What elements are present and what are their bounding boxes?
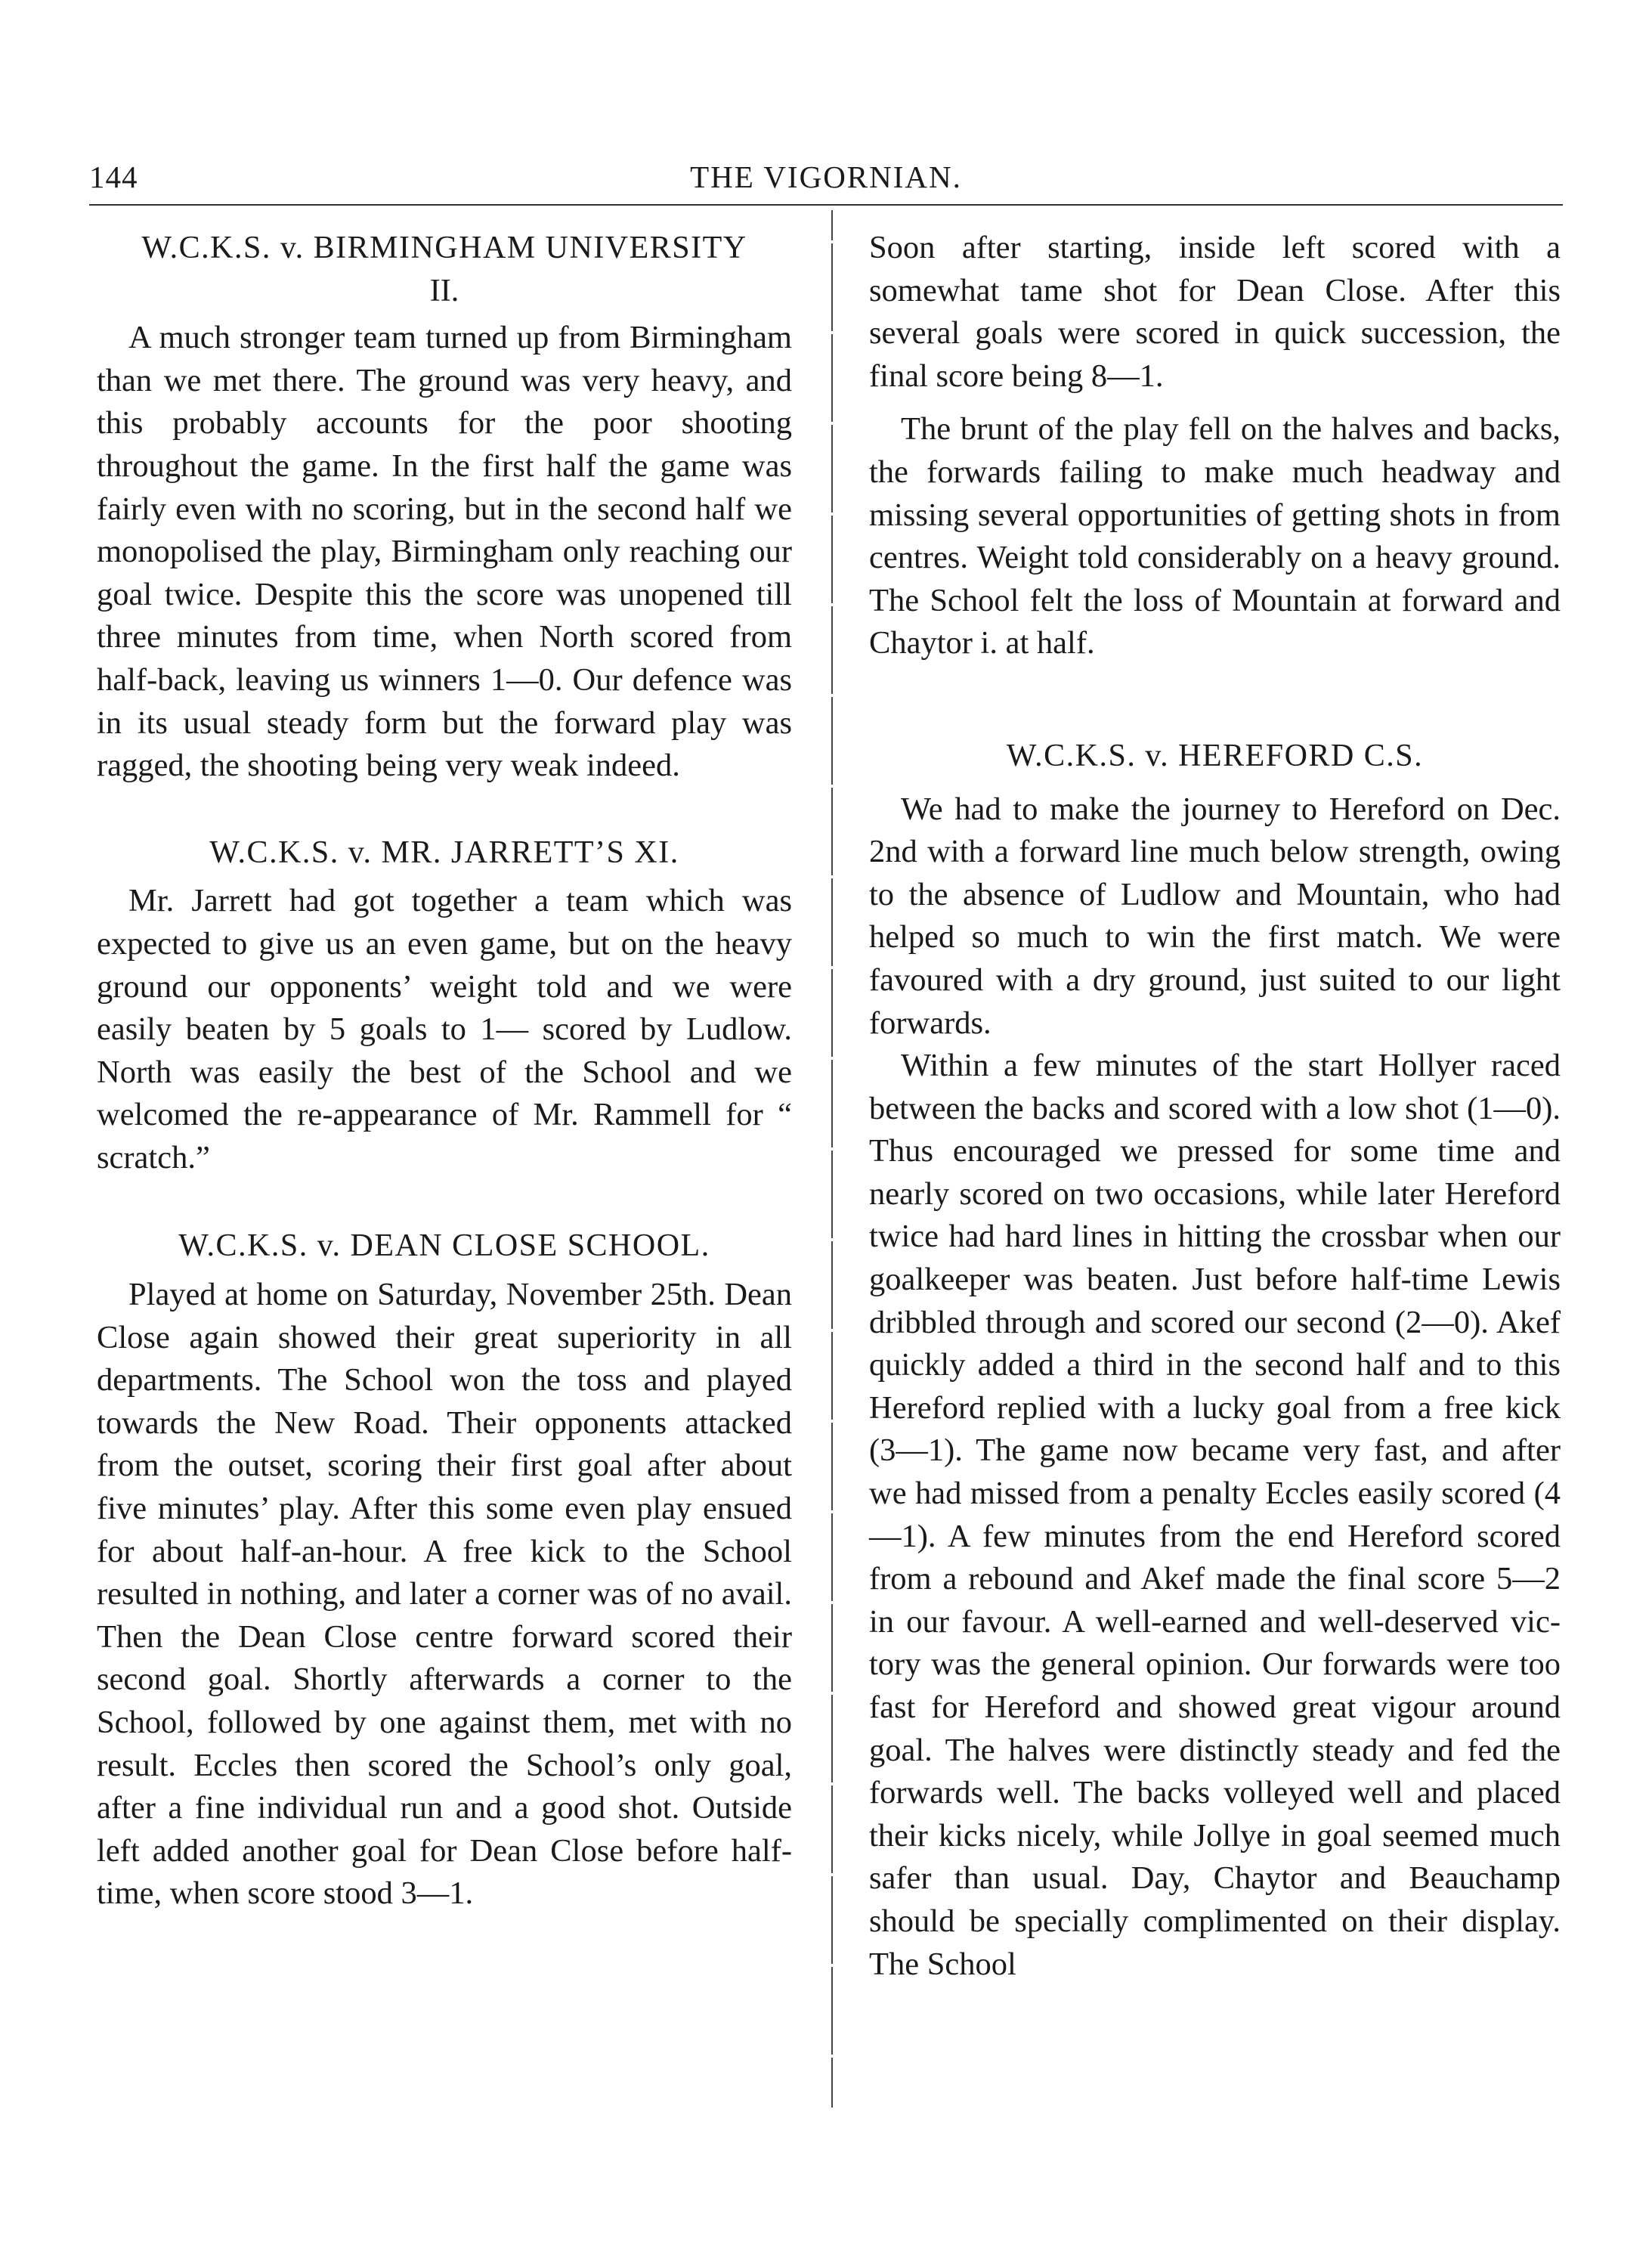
section-subheading-birmingham: II. <box>429 273 459 308</box>
section-heading-dean-close: W.C.K.S. v. DEAN CLOSE SCHOOL. <box>178 1228 710 1264</box>
column-divider <box>831 210 833 2108</box>
paragraph-dean-close: Played at home on Saturday, November 25th. Dean Close again showed their great superiority in all departments. The School won the toss and played towards the New Road. Their opponents attacked from the outset, scoring their first goal after about five minutes’ play. After this some even play ensued for about half-an-hour. A free kick to the School resulted in nothing, and later a corner was of no avail. Then the Dean Close centre forward scored their second goal. Shortly afterwards a corner to the School, followed by one against them, met with no result. Eccles then scored the School’s only goal, after a fine individual run and a good shot. Outside left added another goal for Dean Close before half-time, when score stood 3—1. <box>97 1277 792 1912</box>
paragraph-dean-close-summary: The brunt of the play fell on the halves and backs, the forwards failing to make much headway and missing several opportunities of getting shots in from centres. Weight told considerably on a heavy ground. The School felt the loss of Mountain at forward and Chaytor i. at half. <box>869 411 1561 661</box>
section-heading-jarrett: W.C.K.S. v. MR. JARRETT’S XI. <box>209 835 679 870</box>
paragraph-hereford-2: Within a few minutes of the start Hollyer raced between the backs and scored with a low shot (1—0). Thus encouraged we pressed for some time and nearly scored on two occasions, while later Hereford twice had hard lines in hitting the crossbar when our goalkeeper was beaten. Just before half-time Lewis dribbled through and scored our second (2—0). Akef quickly added a third in the second half and to this Hereford replied with a lucky goal from a free kick (3—1). The game now became very fast, and after we had missed from a penalty Eccles easily scored (4—1). A few minutes from the end Hereford scored from a rebound and Akef made the final score 5—2 in our favour. A well-earned and well-deserved victory was the general opinion. Our forwards were too fast for Hereford and showed great vigour around goal. The halves were distinctly steady and fed the forwards well. The backs volleyed well and placed their kicks nicely, while Jollye in goal seemed much safer than usual. Day, Chaytor and Beauchamp should be specially complimented on their display. The School <box>869 1048 1561 1982</box>
paragraph-hereford-1: We had to make the journey to Hereford on Dec. 2nd with a forward line much below strength, owing to the absence of Ludlow and Mountain, who had helped so much to win the first match. We were favoured with a dry ground, just suited to our light forwards. <box>869 791 1561 1041</box>
page-header <box>89 159 1563 204</box>
section-heading-hereford: W.C.K.S. v. HEREFORD C.S. <box>1006 738 1424 773</box>
paragraph-dean-close-continued: Soon after starting, inside left scored with a somewhat tame shot for Dean Close. After this several goals were scored in quick succession, the final score being 8—1. <box>869 230 1561 394</box>
running-title: THE VIGORNIAN. <box>690 159 962 194</box>
header-rule <box>89 204 1563 206</box>
section-heading-birmingham: W.C.K.S. v. BIRMINGHAM UNIVERSITY <box>141 231 747 265</box>
paragraph-birmingham: A much stronger team turned up from Birmingham than we met there. The ground was very heavy, and this probably accounts for the poor shooting throughout the game. In the first half the game was fairly even with no scoring, but in the second half we monopolised the play, Birmingham only reaching our goal twice. Despite this the score was unopened till three minutes from time, when North scored from half-back, leaving us winners 1—0. Our defence was in its usual steady form but the forward play was ragged, the shooting being very weak indeed. <box>97 320 792 784</box>
paragraph-jarrett: Mr. Jarrett had got together a team which was expected to give us an even game, but on the heavy ground our opponents’ weight told and we were easily beaten by 5 goals to 1— scored by Ludlow. North was easily the best of the School and we welcomed the re-appearance of Mr. Rammell for “ scratch.” <box>97 883 792 1175</box>
right-column <box>869 227 1561 1986</box>
page-number: 144 <box>89 159 138 194</box>
left-column <box>97 227 792 1915</box>
